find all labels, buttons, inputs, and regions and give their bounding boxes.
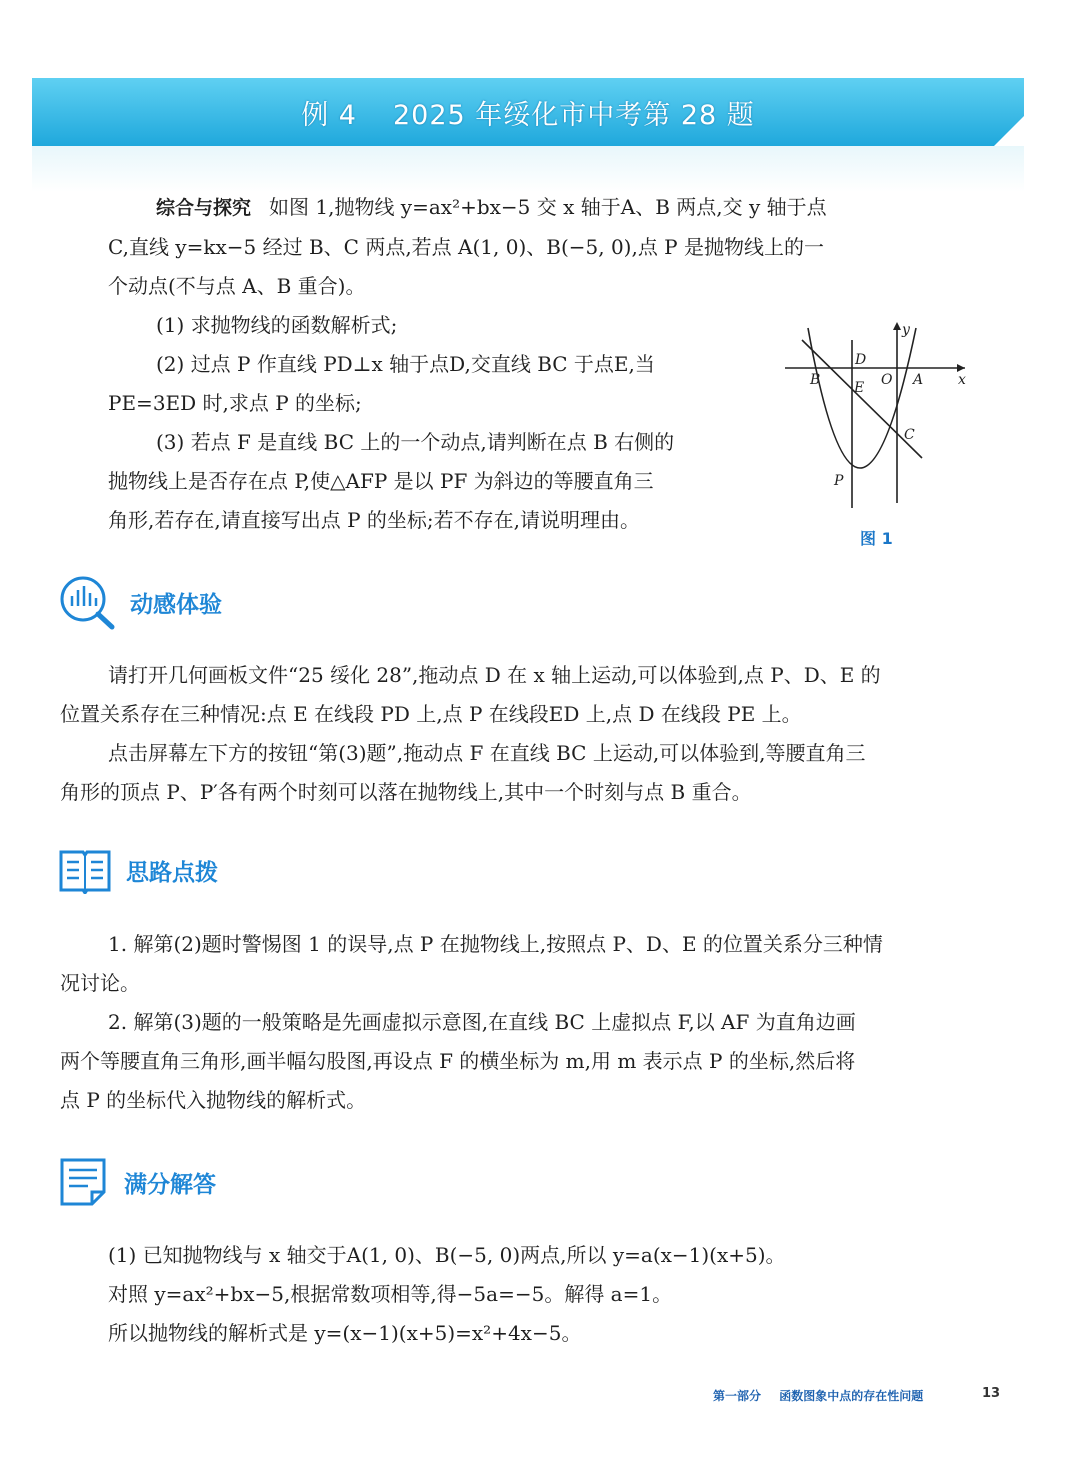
question-2-line-1: (2) 过点 P 作直线 PD⊥x 轴于点D,交直线 BC 于点E,当	[156, 352, 655, 376]
document-icon	[58, 1156, 110, 1208]
question-2-line-2: PE=3ED 时,求点 P 的坐标;	[108, 391, 362, 415]
label-b: B	[810, 372, 821, 388]
problem-source: 2025 年绥化市中考第 28 题	[392, 99, 755, 131]
y-axis-arrow	[893, 322, 901, 330]
problem-tag: 综合与探究	[156, 197, 252, 219]
label-a: A	[913, 372, 924, 388]
problem-intro-line-1: 综合与探究 如图 1,抛物线 y=ax²+bx−5 交 x 轴于A、B 两点,交 y 轴于点	[156, 195, 827, 219]
label-d: D	[855, 352, 867, 368]
question-1: (1) 求抛物线的函数解析式;	[156, 313, 398, 337]
x-axis-arrow	[957, 364, 965, 372]
footer-chapter: 函数图象中点的存在性问题	[779, 1389, 924, 1403]
label-c: C	[904, 427, 915, 443]
label-x: x	[958, 372, 966, 388]
example-number: 例 4	[301, 99, 357, 131]
section-header-experience	[58, 574, 222, 630]
footer-part: 第一部分	[713, 1389, 762, 1403]
title-banner	[32, 78, 1024, 146]
section-title-solution: 满分解答	[124, 1171, 216, 1198]
section-header-solution	[58, 1156, 216, 1208]
figure-caption: 图 1	[860, 529, 893, 548]
problem-statement	[108, 188, 827, 540]
open-book-icon	[58, 846, 112, 894]
label-o: O	[881, 372, 893, 388]
question-3-line-2: 抛物线上是否存在点 P,使△AFP 是以 PF 为斜边的等腰直角三	[108, 469, 654, 493]
chart-magnifier-icon	[58, 574, 116, 630]
figure-1-diagram	[780, 318, 980, 558]
banner-fade	[32, 146, 1024, 192]
problem-intro-line-3: 个动点(不与点 A、B 重合)。	[108, 274, 366, 298]
section-header-hints	[58, 846, 218, 894]
section-body-solution: (1) 已知抛物线与 x 轴交于A(1, 0)、B(−5, 0)两点,所以 y=a(x−1)(x+5)。 对照 y=ax²+bx−5,根据常数项相等,得−5a=−5。解得 a=1。 所以抛物线的解析式是 y=(x−1)(x+5)=x²+4x−5。	[108, 1243, 786, 1345]
label-e: E	[854, 380, 865, 396]
problem-intro-line-2: C,直线 y=kx−5 经过 B、C 两点,若点 A(1, 0)、B(−5, 0),点 P 是抛物线上的一	[108, 235, 824, 259]
section-body-experience: 请打开几何画板文件“25 绥化 28”,拖动点 D 在 x 轴上运动,可以体验到,点 P、D、E 的 位置关系存在三种情况:点 E 在线段 PD 上,点 P 在线段ED 上,点 D 在线段 PE 上。 点击屏幕左下方的按钮“第(3)题”,拖动点 F 在直线 BC 上运动,可以体验到,等腰直角三 角形的顶点 P、P′各有两个时刻可以落在抛物线上,其中一个时刻与点 B 重合。	[60, 663, 881, 804]
question-3-line-3: 角形,若存在,请直接写出点 P 的坐标;若不存在,请说明理由。	[108, 508, 640, 532]
page-number: 13	[982, 1386, 1001, 1401]
section-title-hints: 思路点拨	[126, 859, 218, 886]
running-footer	[713, 1387, 937, 1404]
banner-title	[32, 78, 1024, 146]
section-body-hints: 1. 解第(2)题时警惕图 1 的误导,点 P 在抛物线上,按照点 P、D、E 的位置关系分三种情 况讨论。 2. 解第(3)题的一般策略是先画虚拟示意图,在直线 BC 上虚拟点 F,以 AF 为直角边画 两个等腰直角三角形,画半幅勾股图,再设点 F 的横坐标为 m,用 m 表示点 P 的坐标,然后将 点 P 的坐标代入抛物线的解析式。	[60, 932, 883, 1112]
label-y: y	[902, 322, 910, 338]
section-title-experience: 动感体验	[130, 591, 222, 618]
label-p: P	[834, 473, 844, 489]
question-3-line-1: (3) 若点 F 是直线 BC 上的一个动点,请判断在点 B 右侧的	[156, 430, 675, 454]
